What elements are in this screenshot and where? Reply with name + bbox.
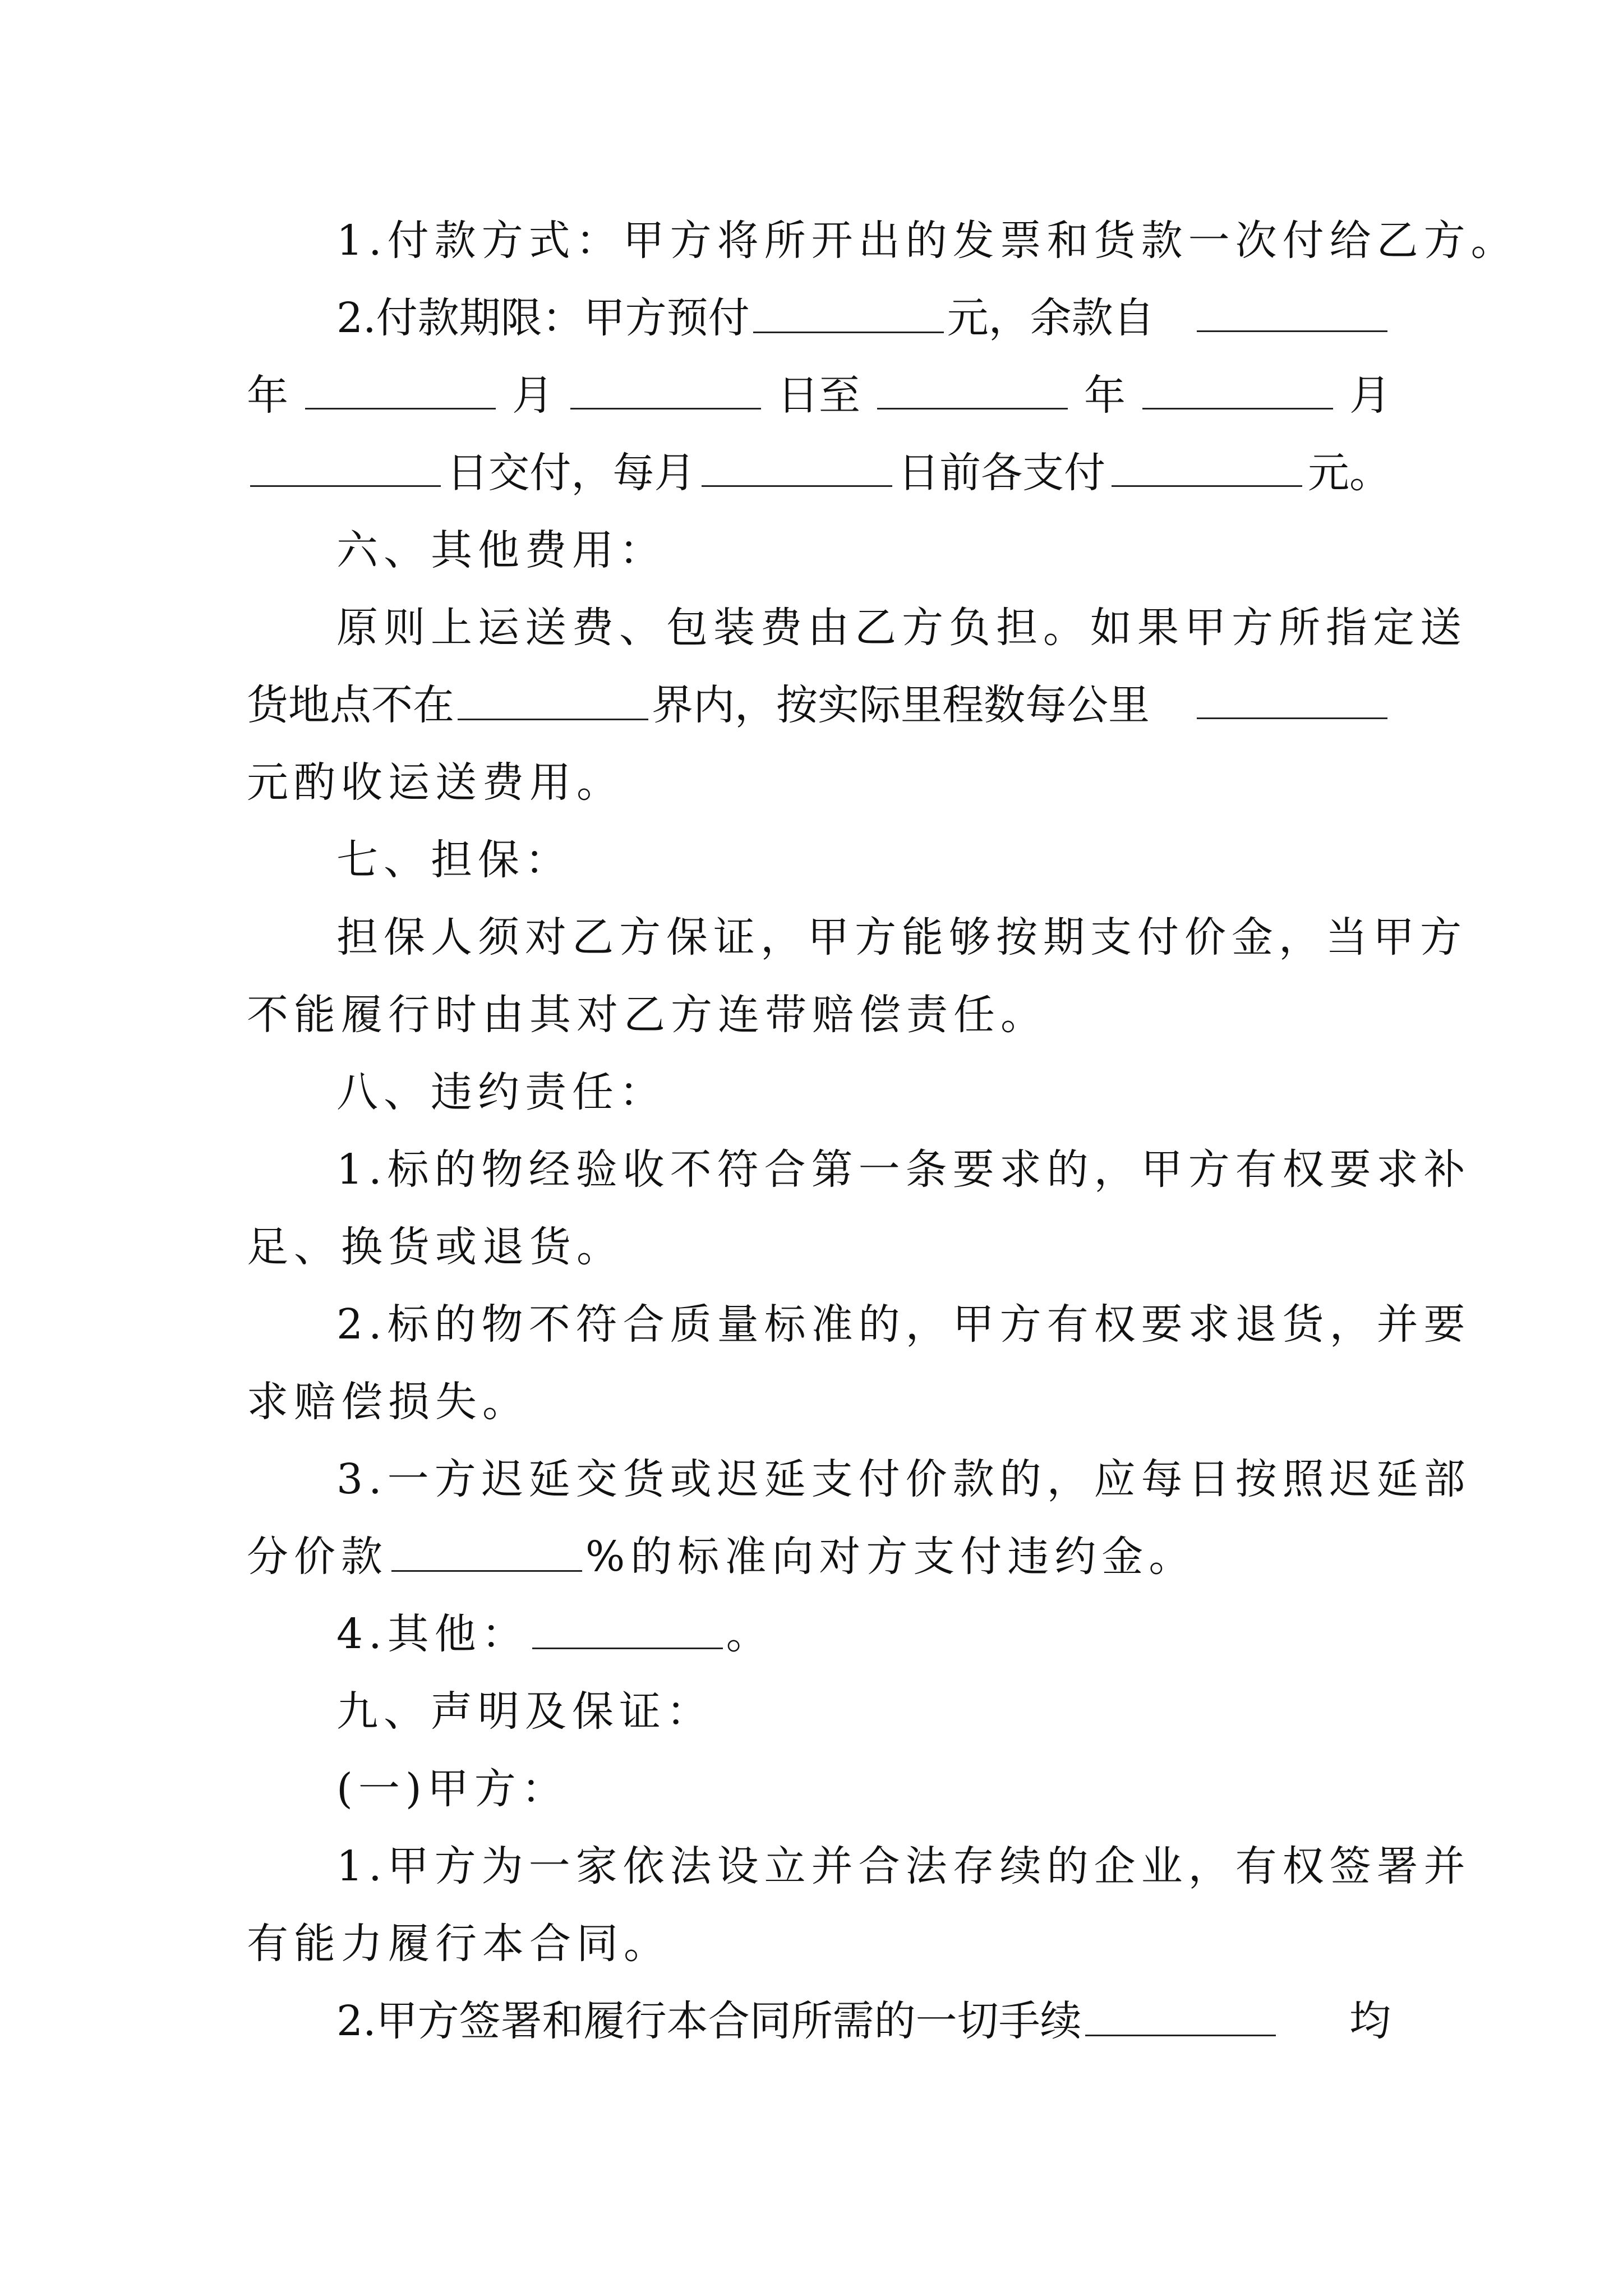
text: 4.其他： xyxy=(336,1610,529,1658)
payment-term-line xyxy=(247,279,1391,357)
payment-method-line xyxy=(247,202,1518,279)
text: 2.标的物不符合质量标准的，甲方有权要求退货，并要 xyxy=(336,1300,1471,1349)
text: 不能履行时由其对乙方连带赔偿责任。 xyxy=(247,991,1048,1039)
text: 年 xyxy=(1084,371,1126,420)
text: 界内，按实际里程数每公里 xyxy=(652,681,1150,729)
blank-field xyxy=(532,1614,723,1649)
text: 3.一方迟延交货或迟延支付价款的，应每日按照迟延部 xyxy=(336,1455,1471,1503)
text: 均 xyxy=(1349,1997,1391,2045)
text: 原则上运送费、包装费由乙方负担。如果甲方所指定送 xyxy=(336,604,1467,652)
text: 六、其他费用： xyxy=(336,526,666,574)
blank-field xyxy=(1142,374,1333,409)
paragraph-line xyxy=(247,1982,1391,2060)
blank-field xyxy=(391,1536,582,1572)
section-heading xyxy=(247,1673,1391,1750)
date-range-line xyxy=(247,357,1391,434)
blank-field xyxy=(570,374,761,409)
blank-field xyxy=(1197,684,1387,719)
blank-field xyxy=(458,685,648,720)
text: 年 xyxy=(247,371,288,420)
section-heading xyxy=(247,821,1391,899)
text: 2.甲方签署和履行本合同所需的一切手续 xyxy=(336,1997,1082,2045)
paragraph-line xyxy=(247,589,1467,666)
text: 八、违约责任： xyxy=(336,1068,666,1116)
text: 日至 xyxy=(777,371,860,420)
paragraph-line xyxy=(247,666,1391,744)
paragraph-line xyxy=(247,1905,1391,1982)
text: 元。 xyxy=(1307,449,1391,497)
text: 九、声明及保证： xyxy=(336,1687,713,1736)
paragraph-line xyxy=(247,744,1391,821)
section-heading xyxy=(247,1053,1391,1131)
paragraph-line xyxy=(247,976,1391,1053)
text: 求赔偿损失。 xyxy=(247,1378,529,1426)
paragraph-line xyxy=(247,1441,1471,1518)
paragraph-line xyxy=(247,1518,1391,1595)
paragraph-line xyxy=(247,1208,1391,1286)
paragraph-line xyxy=(247,1828,1471,1905)
text: 1.标的物经验收不符合第一条要求的，甲方有权要求补 xyxy=(336,1145,1471,1194)
text: 七、担保： xyxy=(336,836,572,884)
paragraph-line xyxy=(247,899,1467,976)
blank-field xyxy=(1197,297,1387,332)
text: 2.付款期限：甲方预付 xyxy=(336,294,750,342)
blank-field xyxy=(1085,2001,1276,2036)
text: 有能力履行本合同。 xyxy=(247,1920,671,1968)
text: 月 xyxy=(512,371,554,420)
text: 分价款 xyxy=(247,1533,388,1581)
paragraph-line xyxy=(247,1286,1471,1363)
text: 日前各支付 xyxy=(898,449,1106,497)
subsection-heading xyxy=(247,1750,1391,1828)
text: 足、换货或退货。 xyxy=(247,1223,624,1271)
text: (一)甲方： xyxy=(336,1765,569,1813)
text: 月 xyxy=(1349,371,1391,420)
document-page xyxy=(247,202,1518,2060)
text: 货地点不在 xyxy=(247,681,454,729)
text: 1.甲方为一家依法设立并合法存续的企业，有权签署并 xyxy=(336,1842,1471,1890)
text: %的标准向对方支付违约金。 xyxy=(585,1533,1196,1581)
blank-field xyxy=(702,452,892,487)
paragraph-line xyxy=(247,1363,1391,1441)
text: 担保人须对乙方保证，甲方能够按期支付价金，当甲方 xyxy=(336,913,1467,961)
blank-field xyxy=(305,374,496,409)
paragraph-line xyxy=(247,1595,1391,1673)
section-heading xyxy=(247,512,1391,589)
blank-field xyxy=(250,452,441,487)
blank-field xyxy=(877,374,1068,409)
text: 。 xyxy=(726,1610,773,1658)
text: 日交付，每月 xyxy=(446,449,696,497)
text: 元酌收运送费用。 xyxy=(247,758,624,807)
blank-field xyxy=(1112,452,1302,487)
text: 元，余款自 xyxy=(947,294,1155,342)
installment-line xyxy=(247,434,1391,512)
blank-field xyxy=(753,298,944,333)
text: 1.付款方式：甲方将所开出的发票和货款一次付给乙方。 xyxy=(336,217,1518,265)
paragraph-line xyxy=(247,1131,1471,1208)
